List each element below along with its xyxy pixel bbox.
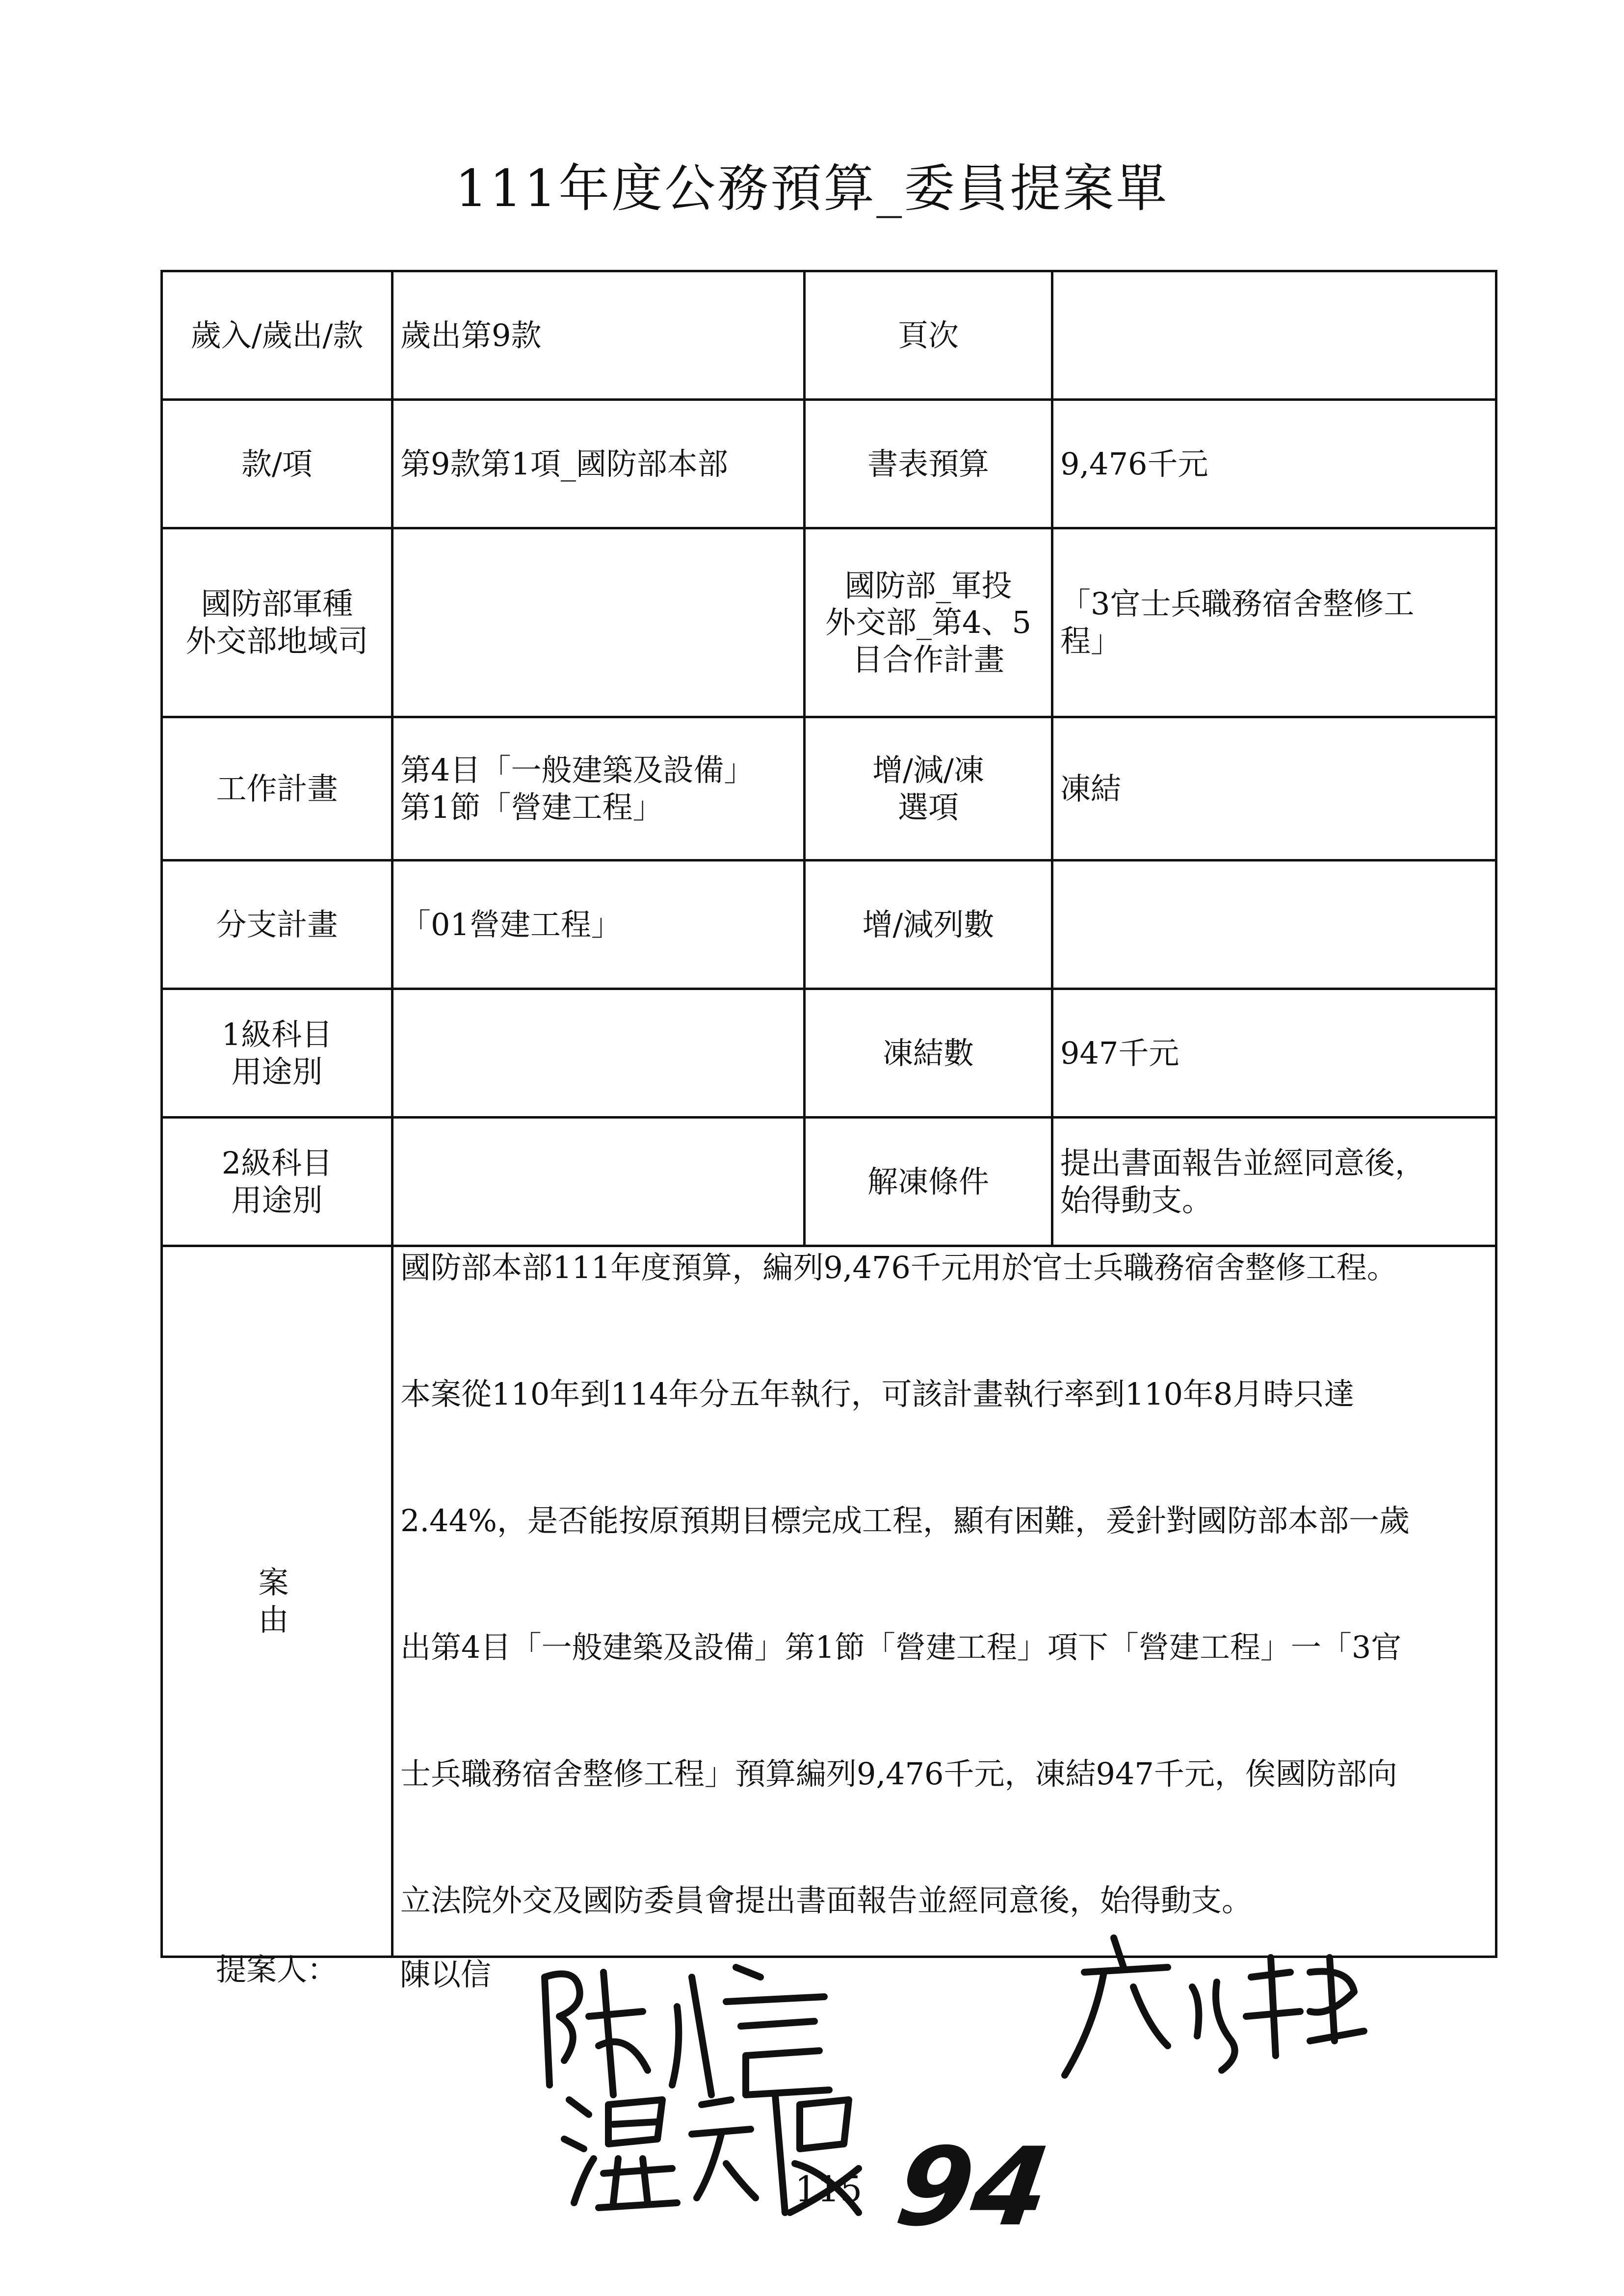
value-line: 始得動支。 <box>1060 1182 1213 1218</box>
label-section-item: 款/項 <box>162 400 393 528</box>
value-line: 程」 <box>1060 623 1122 659</box>
label-line: 增/減/凍 <box>872 752 984 788</box>
page-number: 115 <box>795 2168 863 2210</box>
table-row <box>162 528 1496 717</box>
value-book-budget: 9,476千元 <box>1052 400 1496 528</box>
value-branch-plan: 「01營建工程」 <box>393 861 805 989</box>
label-branch-plan: 分支計畫 <box>162 861 393 989</box>
value-line: 提出書面報告並經同意後， <box>1060 1145 1426 1181</box>
label-line: 國防部軍種 <box>201 586 353 622</box>
label-line: 用途別 <box>231 1053 323 1090</box>
value-page <box>1052 271 1496 400</box>
reason-line: 出第4目「一般建築及設備」第1節「營建工程」項下「營建工程」一「3官 <box>400 1629 1402 1665</box>
label-cooperation-plan <box>805 528 1052 717</box>
reason-line: 本案從110年到114年分五年執行，可該計畫執行率到110年8月時只達 <box>400 1376 1355 1412</box>
label-reason: 案由 <box>162 1246 393 1957</box>
value-section-item: 第9款第1項_國防部本部 <box>393 400 805 528</box>
label-level2-subject <box>162 1118 393 1246</box>
form-title: 111年度公務預算_委員提案單 <box>455 158 1169 218</box>
label-line: 選項 <box>897 789 959 825</box>
reason-line: 2.44%，是否能按原預期目標完成工程，顯有困難，爰針對國防部本部一歲 <box>400 1503 1410 1539</box>
label-line: 外交部地域司 <box>185 623 368 659</box>
table-row <box>162 989 1496 1118</box>
value-unfreeze-condition <box>1052 1118 1496 1246</box>
reason-line: 立法院外交及國防委員會提出書面報告並經同意後，始得動支。 <box>400 1882 1253 1918</box>
label-unfreeze-condition: 解凍條件 <box>805 1118 1052 1246</box>
table-row <box>162 861 1496 989</box>
table-row <box>162 271 1496 400</box>
value-level2-subject <box>393 1118 805 1246</box>
value-work-plan <box>393 717 805 861</box>
signature-lai-shibao <box>1055 1928 1374 2085</box>
label-account-type: 歲入/歲出/款 <box>162 271 393 400</box>
label-line: 外交部_第4、5 <box>825 604 1031 641</box>
label-line: 2級科目 <box>221 1145 333 1181</box>
label-adjust-option <box>805 717 1052 861</box>
reason-line: 國防部本部111年度預算，編列9,476千元用於官士兵職務宿舍整修工程。 <box>400 1250 1397 1285</box>
label-adjust-amount: 增/減列數 <box>805 861 1052 989</box>
label-military-branch <box>162 528 393 717</box>
value-line: 第4目「一般建築及設備」 <box>400 752 755 788</box>
label-line: 國防部_軍投 <box>844 567 1012 603</box>
value-line: 「3官士兵職務宿舍整修工 <box>1060 586 1414 622</box>
value-account-type: 歲出第9款 <box>393 271 805 400</box>
label-level1-subject <box>162 989 393 1118</box>
value-adjust-option: 凍結 <box>1052 717 1496 861</box>
handwritten-page-number: 94 <box>889 2124 1057 2250</box>
value-line: 第1節「營建工程」 <box>400 789 663 825</box>
value-level1-subject <box>393 989 805 1118</box>
value-freeze-amount: 947千元 <box>1052 989 1496 1118</box>
table-row <box>162 717 1496 861</box>
value-cooperation-plan <box>1052 528 1496 717</box>
proposal-table <box>160 270 1497 1958</box>
label-line: 1級科目 <box>221 1016 333 1052</box>
table-row <box>162 1246 1496 1957</box>
reason-text <box>393 1246 1496 1957</box>
label-work-plan: 工作計畫 <box>162 717 393 861</box>
label-freeze-amount: 凍結數 <box>805 989 1052 1118</box>
value-military-branch <box>393 528 805 717</box>
reason-line: 士兵職務宿舍整修工程」預算編列9,476千元，凍結947千元，俟國防部向 <box>400 1756 1397 1792</box>
label-book-budget: 書表預算 <box>805 400 1052 528</box>
proposer-label: 提案人： <box>216 1952 338 1987</box>
table-row <box>162 400 1496 528</box>
value-adjust-amount <box>1052 861 1496 989</box>
table-row <box>162 1118 1496 1246</box>
proposer-name: 陳以信 <box>400 1957 492 1992</box>
label-line: 用途別 <box>231 1182 323 1218</box>
label-page: 頁次 <box>805 271 1052 400</box>
label-line: 目合作計畫 <box>852 641 1004 678</box>
